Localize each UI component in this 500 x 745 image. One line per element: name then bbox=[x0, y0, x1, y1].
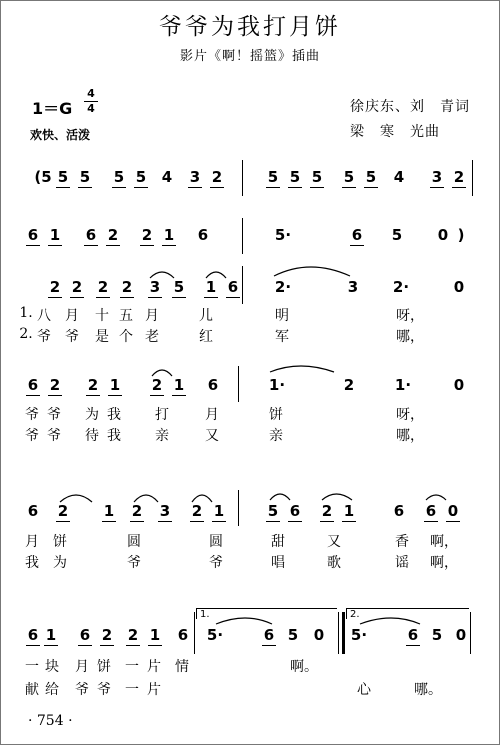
note: 0 bbox=[453, 278, 465, 296]
slur bbox=[216, 618, 272, 624]
note: 5· bbox=[350, 626, 368, 644]
song-subtitle: 影片《啊！摇篮》插曲 bbox=[179, 49, 320, 64]
lyrics-verse1-line1: 1. 八 月 十 五 月 儿 明 呀， bbox=[19, 305, 424, 324]
note: 6 bbox=[351, 226, 363, 244]
slur bbox=[152, 370, 172, 376]
note: 2 bbox=[453, 168, 465, 186]
slur bbox=[60, 495, 92, 502]
note: 6 bbox=[27, 626, 39, 644]
note: 6 bbox=[393, 502, 405, 520]
page-number: · 754 · bbox=[28, 713, 73, 729]
note: 1 bbox=[149, 626, 161, 644]
lyrics-verse2-line3: 我 为 爷 爷 唱 歌 谣 啊， bbox=[25, 555, 458, 571]
lyrics-verse1-line3: 月 饼 圆 圆 甜 又 香 啊， bbox=[25, 534, 458, 550]
note: 3 bbox=[189, 168, 201, 186]
note: 2 bbox=[101, 626, 113, 644]
slur bbox=[426, 495, 446, 500]
note: 4 bbox=[161, 168, 173, 186]
note: 2 bbox=[97, 278, 109, 296]
lyrics-verse2-line1: 2. 爷 爷 是 个 老 红 军 哪， bbox=[19, 326, 424, 345]
slur bbox=[322, 494, 352, 500]
note: 0 bbox=[447, 502, 459, 520]
note: 1 bbox=[45, 626, 57, 644]
note: 6 bbox=[177, 626, 189, 644]
note: 0 bbox=[437, 226, 449, 244]
note: 3 bbox=[347, 278, 359, 296]
note: 1· bbox=[394, 376, 412, 394]
note: 5 bbox=[289, 168, 301, 186]
slur bbox=[360, 618, 420, 624]
note: 6 bbox=[79, 626, 91, 644]
note: 4 bbox=[393, 168, 405, 186]
note: 5 bbox=[267, 168, 279, 186]
note: 2· bbox=[274, 278, 292, 296]
note: 2 bbox=[131, 502, 143, 520]
song-title: 爷爷为我打月饼 bbox=[159, 14, 341, 40]
note: 5 bbox=[431, 626, 443, 644]
note: 6 bbox=[227, 278, 239, 296]
note: 5 bbox=[57, 168, 69, 186]
lyrics-verse2-line4: 献 给 爷 爷 一 片 心 哪。 bbox=[25, 682, 442, 698]
note: 2 bbox=[87, 376, 99, 394]
note: 0 bbox=[455, 626, 467, 644]
note: 2· bbox=[392, 278, 410, 296]
note: 5 bbox=[391, 226, 403, 244]
note: 5 bbox=[113, 168, 125, 186]
note: 2 bbox=[121, 278, 133, 296]
note: 1 bbox=[109, 376, 121, 394]
note: 6 bbox=[289, 502, 301, 520]
note: 5 bbox=[135, 168, 147, 186]
note: 2 bbox=[191, 502, 203, 520]
note: 6 bbox=[27, 502, 39, 520]
note: 0 bbox=[313, 626, 325, 644]
note: 2 bbox=[57, 502, 69, 520]
slur bbox=[270, 494, 290, 500]
note: 2 bbox=[151, 376, 163, 394]
tempo-marking: 欢快、活泼 bbox=[30, 128, 91, 142]
note: 5 bbox=[365, 168, 377, 186]
note: 2 bbox=[107, 226, 119, 244]
note: 2 bbox=[321, 502, 333, 520]
composer-credit: 梁 寒 光曲 bbox=[350, 124, 440, 140]
note: 1 bbox=[49, 226, 61, 244]
lyricist-credit: 徐庆东、刘 青词 bbox=[350, 99, 470, 115]
slur bbox=[150, 272, 174, 278]
note: 6 bbox=[207, 376, 219, 394]
slur bbox=[134, 495, 158, 502]
slur bbox=[192, 495, 212, 502]
note: 6 bbox=[27, 226, 39, 244]
note: 2 bbox=[343, 376, 355, 394]
note: 6 bbox=[85, 226, 97, 244]
second-ending-bracket: 2. bbox=[346, 608, 469, 619]
time-signature-top: 4 bbox=[87, 87, 95, 100]
note: 3 bbox=[149, 278, 161, 296]
note: 6 bbox=[407, 626, 419, 644]
note: 5 bbox=[267, 502, 279, 520]
note: 2 bbox=[127, 626, 139, 644]
note: 6 bbox=[263, 626, 275, 644]
note: 5 bbox=[173, 278, 185, 296]
note: 5 bbox=[311, 168, 323, 186]
note: (5 bbox=[34, 168, 52, 186]
slur bbox=[274, 267, 350, 276]
note: 2 bbox=[49, 278, 61, 296]
note: 2 bbox=[211, 168, 223, 186]
note: 1 bbox=[213, 502, 225, 520]
note: 6 bbox=[27, 376, 39, 394]
note: 5 bbox=[79, 168, 91, 186]
key-signature: 1＝G bbox=[32, 99, 73, 118]
note: 1 bbox=[163, 226, 175, 244]
note: 6 bbox=[425, 502, 437, 520]
note: 5· bbox=[274, 226, 292, 244]
lyrics-verse2-line2: 爷 爷 待 我 亲 又 亲 哪， bbox=[25, 428, 424, 444]
note: 5 bbox=[287, 626, 299, 644]
closing-paren: ) bbox=[457, 226, 465, 244]
note: 1 bbox=[205, 278, 217, 296]
note: 1 bbox=[103, 502, 115, 520]
note: 1 bbox=[173, 376, 185, 394]
note: 3 bbox=[431, 168, 443, 186]
note: 6 bbox=[197, 226, 209, 244]
slur bbox=[206, 272, 226, 278]
note: 2 bbox=[49, 376, 61, 394]
note: 5· bbox=[206, 626, 224, 644]
note: 1· bbox=[268, 376, 286, 394]
lyrics-verse1-line4: 一 块 月 饼 一 片 情 啊。 bbox=[25, 659, 318, 675]
note: 3 bbox=[159, 502, 171, 520]
note: 0 bbox=[453, 376, 465, 394]
note: 1 bbox=[343, 502, 355, 520]
note: 2 bbox=[141, 226, 153, 244]
note: 5 bbox=[343, 168, 355, 186]
lyrics-verse1-line2: 爷 爷 为 我 打 月 饼 呀， bbox=[25, 407, 424, 423]
first-ending-bracket: 1. bbox=[196, 608, 337, 619]
note: 2 bbox=[71, 278, 83, 296]
time-signature-bottom: 4 bbox=[87, 102, 95, 115]
slur bbox=[270, 366, 334, 372]
